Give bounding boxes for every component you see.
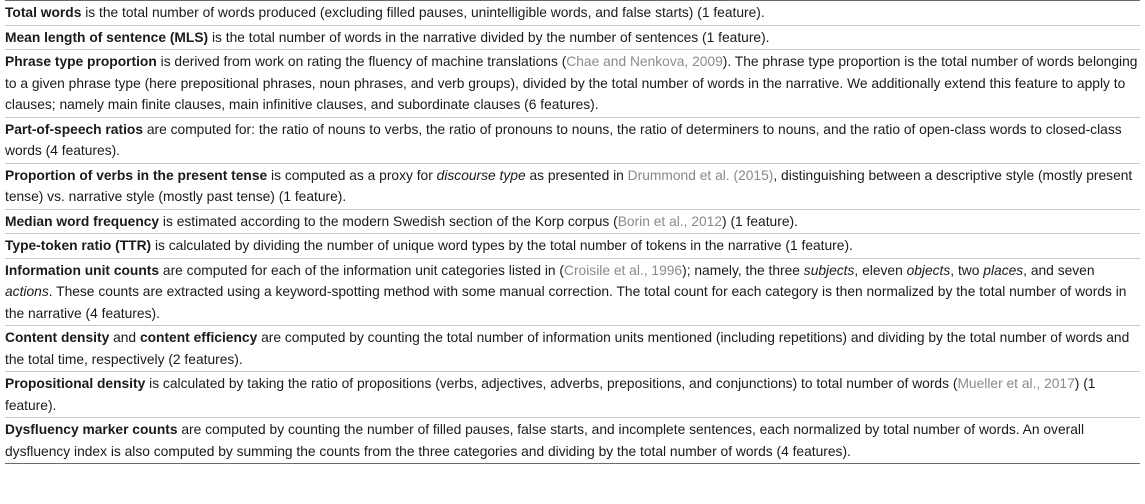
emphasis-text: discourse type — [436, 167, 526, 183]
citation-link[interactable]: Mueller et al., 2017 — [957, 376, 1075, 391]
citation-link[interactable]: Chae and Nenkova, 2009 — [566, 54, 723, 69]
description-text: is computed as a proxy for — [267, 167, 437, 183]
table-row — [5, 259, 1140, 327]
feature-name: Mean length of sentence (MLS) — [5, 29, 209, 45]
table-row — [5, 50, 1140, 118]
citation-link[interactable]: Croisile et al., 1996 — [564, 262, 683, 278]
citation-link[interactable]: Drummond et al. (2015) — [627, 167, 774, 183]
table-row — [5, 234, 1140, 259]
table-row — [5, 210, 1140, 235]
table-row — [5, 164, 1140, 210]
description-text: is calculated by dividing the number of unique word types by the total number of tokens in the narrative (1 feature). — [151, 238, 853, 253]
description-text: are computed for: the ratio of nouns to verbs, the ratio of pronouns to nouns, the ratio of determiners to nouns, and the ratio of open-class words to closed-class words (4 features). — [5, 121, 1122, 158]
table-row — [5, 26, 1140, 51]
feature-table — [5, 0, 1140, 464]
feature-name: Content density — [5, 330, 110, 345]
description-text: is derived from work on rating the fluency of machine translations ( — [156, 54, 567, 69]
description-text: are computed by counting the total number of information units mentioned (including repetitions) and dividing by the total number of words and the total time, respectively (2 features). — [5, 330, 1130, 367]
feature-name: Phrase type proportion — [5, 54, 157, 69]
description-text: is the total number of words in the narrative divided by the number of sentences (1 feature). — [208, 29, 770, 45]
feature-name: Proportion of verbs in the present tense — [5, 167, 268, 183]
description-text: is calculated by taking the ratio of propositions (verbs, adjectives, adverbs, prepositions, and conjunctions) to total number of words ( — [145, 376, 958, 391]
description-text: ) (1 feature). — [5, 376, 1096, 413]
table-row — [5, 118, 1140, 164]
emphasis-text: objects — [906, 262, 951, 278]
description-text: , distinguishing between a descriptive style (mostly present tense) vs. narrative style (mostly past tense) (1 feature). — [5, 167, 1133, 204]
feature-name: Part-of-speech ratios — [5, 121, 144, 137]
description-text: is estimated according to the modern Swedish section of the Korp corpus ( — [159, 213, 618, 229]
emphasis-text: subjects — [803, 262, 855, 278]
feature-name: Median word frequency — [5, 213, 160, 229]
feature-name: Information unit counts — [5, 262, 160, 278]
emphasis-text: actions — [5, 284, 49, 299]
description-text: , two — [950, 262, 984, 278]
description-text: ) (1 feature). — [722, 213, 798, 229]
emphasis-text: places — [983, 262, 1024, 278]
description-text: ). The phrase type proportion is the total number of words belonging to a given phrase type (here prepositional phrases, noun phrases, and verb groups), divided by the total number of words in the narrative. We additionally extend this feature to apply to clauses; namely main finite clauses, main infinitive clauses, and subordinate clauses (6 features). — [5, 54, 1138, 112]
feature-name: Total words — [5, 5, 82, 20]
citation-link[interactable]: Borin et al., 2012 — [617, 213, 723, 229]
description-text: is the total number of words produced (excluding filled pauses, unintelligible words, and false starts) (1 feature). — [81, 5, 765, 20]
description-text: , and seven — [1023, 262, 1095, 278]
table-row — [5, 326, 1140, 372]
description-text: are computed by counting the number of filled pauses, false starts, and incomplete sentences, each normalized by total number of words. An overall dysfluency index is also computed by summing the counts from the three categories and dividing by the total number of words (4 features). — [5, 422, 1085, 459]
description-text: are computed for each of the information unit categories listed in ( — [159, 262, 564, 278]
table-row — [5, 1, 1140, 26]
feature-name: Dysfluency marker counts — [5, 422, 178, 437]
feature-name: Type-token ratio (TTR) — [5, 238, 152, 253]
description-text: ); namely, the three — [682, 262, 804, 278]
description-text: as presented in — [525, 167, 628, 183]
description-text: , eleven — [854, 262, 907, 278]
feature-name: content efficiency — [139, 330, 258, 345]
feature-name: Propositional density — [5, 376, 146, 391]
description-text: and — [109, 330, 140, 345]
table-row — [5, 418, 1140, 463]
table-row — [5, 372, 1140, 418]
description-text: . These counts are extracted using a keyword-spotting method with some manual correction. The total count for each category is then normalized by the total number of words in the narrative (4 features). — [5, 284, 1127, 321]
